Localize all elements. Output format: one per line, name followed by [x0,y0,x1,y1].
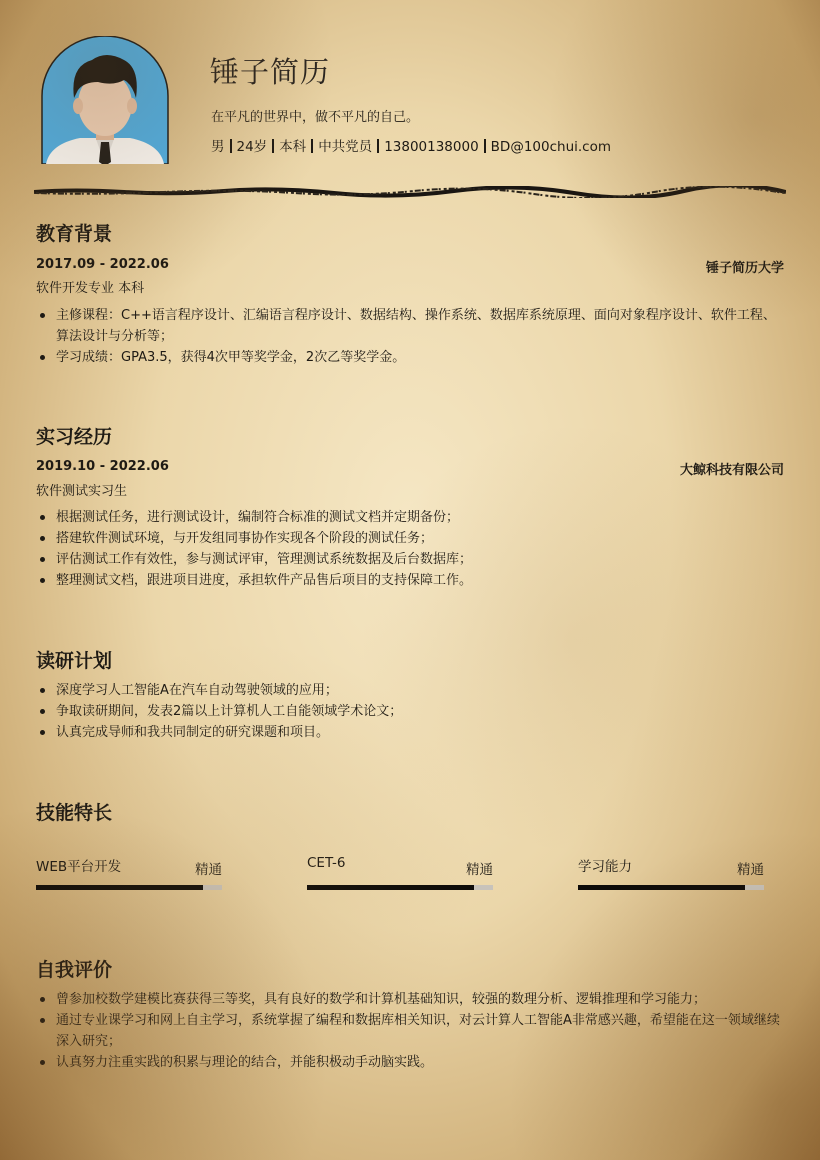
section-title-internship: 实习经历 [36,426,113,448]
skill-level: 精通 [466,862,493,878]
skill-bar-fill [307,885,474,890]
skill-web [36,855,222,893]
internship-company: 大鲸科技有限公司 [679,463,784,478]
skill-name: CET-6 [307,855,346,871]
list-item: 曾参加校数学建模比赛获得三等奖，具有良好的数学和计算机基础知识，较强的数理分析、逻辑推理和学习能力； [36,989,784,1010]
list-item: 认真努力注重实践的积累与理论的结合，并能积极动手动脑实践。 [36,1052,784,1073]
skill-level: 精通 [737,862,764,878]
skill-bar-track [36,885,222,890]
phone: 13800138000 [384,139,479,155]
skill-learning [578,855,764,893]
header-divider [34,186,786,198]
section-title-self-eval: 自我评价 [36,959,113,981]
education-date: 2017.09 - 2022.06 [36,257,169,272]
info-separator [377,139,379,153]
internship-list [36,507,784,591]
list-item: 通过专业课学习和网上自主学习，系统掌握了编程和数据库相关知识，对云计算人工智能A非常感兴趣，希望能在这一领域继续深入研究； [36,1010,784,1052]
motto: 在平凡的世界中，做不平凡的自己。 [211,110,420,125]
skill-bar-track [578,885,764,890]
political-status: 中共党员 [318,139,373,155]
gender: 男 [211,139,225,155]
info-separator [484,139,486,153]
section-title-education: 教育背景 [36,223,113,245]
degree: 本科 [279,139,307,155]
education-school: 锤子简历大学 [705,261,784,276]
study-plan-list [36,680,784,743]
skill-name: WEB平台开发 [36,859,122,875]
section-title-skills: 技能特长 [36,802,113,824]
skill-name: 学习能力 [578,859,632,875]
skill-level: 精通 [195,862,222,878]
list-item: 学习成绩：GPA3.5，获得4次甲等奖学金，2次乙等奖学金。 [36,347,784,368]
skill-bar-fill [36,885,203,890]
list-item: 主修课程：C++语言程序设计、汇编语言程序设计、数据结构、操作系统、数据库系统原理、面向对象程序设计、软件工程、算法设计与分析等； [36,305,784,347]
age: 24岁 [236,139,268,155]
list-item: 深度学习人工智能A在汽车自动驾驶领域的应用； [36,680,784,701]
personal-info [211,135,611,155]
email: BD@100chui.com [490,139,612,155]
skill-cet6 [307,855,493,893]
list-item: 搭建软件测试环境，与开发组同事协作实现各个阶段的测试任务； [36,528,784,549]
info-separator [230,139,232,153]
skill-bar-track [307,885,493,890]
list-item: 认真完成导师和我共同制定的研究课题和项目。 [36,722,784,743]
list-item: 评估测试工作有效性，参与测试评审，管理测试系统数据及后台数据库； [36,549,784,570]
list-item: 根据测试任务，进行测试设计，编制符合标准的测试文档并定期备份； [36,507,784,528]
list-item: 争取读研期间，发表2篇以上计算机人工自能领域学术论文； [36,701,784,722]
avatar [40,36,170,164]
internship-role: 软件测试实习生 [36,484,128,499]
list-item: 整理测试文档，跟进项目进度，承担软件产品售后项目的支持保障工作。 [36,570,784,591]
internship-date: 2019.10 - 2022.06 [36,459,169,474]
self-eval-list [36,989,784,1073]
info-separator [311,139,313,153]
education-list [36,305,784,368]
education-major: 软件开发专业 本科 [36,281,145,296]
skill-bar-fill [578,885,745,890]
info-separator [272,139,274,153]
resume-name: 锤子简历 [210,55,331,89]
section-title-study-plan: 读研计划 [36,650,113,672]
